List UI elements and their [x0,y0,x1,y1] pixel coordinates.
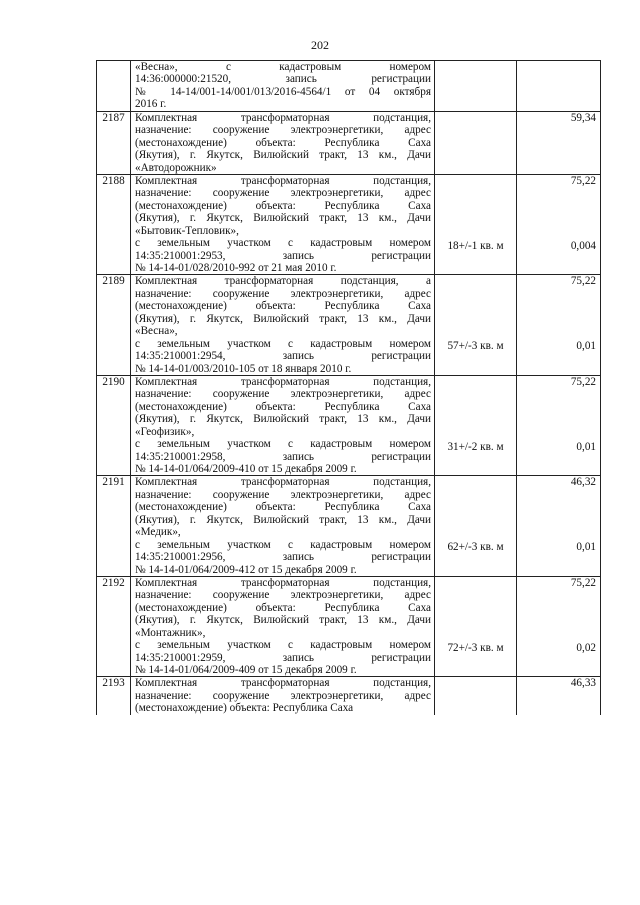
description-line: «Монтажник», [135,626,206,639]
table-row [97,476,601,577]
description-line: (Якутия), г. Якутск, Вилюйский тракт, 13 км., Дачи [135,212,431,225]
description-line: «Геофизик», [135,425,195,438]
land-area: 31+/-2 кв. м [447,440,504,453]
description-line: № 14-14-01/064/2009-412 от 15 декабря 2009 г. [135,563,357,576]
value-cell [517,111,601,174]
value-cell [517,375,601,476]
row-number: 2193 [97,677,131,715]
description-line: назначение: сооружение электроэнергетики, адрес [135,287,431,300]
description-line: (местонахождение) объекта: Республика Саха [135,300,431,313]
table-row [97,677,601,715]
table-row [97,576,601,677]
value-top: 75,22 [570,375,596,388]
table-row [97,61,601,112]
description-line: 14:35:210001:2953, запись регистрации [135,249,431,262]
description-line: (местонахождение) объекта: Республика Саха [135,501,431,514]
value-cell [517,677,601,715]
land-area-cell [435,61,517,112]
description-line: с земельным участком с кадастровым номером [135,438,431,451]
description-line: с земельным участком с кадастровым номером [135,337,431,350]
row-number: 2191 [97,476,131,577]
object-description [131,174,435,275]
object-description [131,111,435,174]
description-line: Комплектная трансформаторная подстанция, [135,111,431,124]
description-line: (Якутия), г. Якутск, Вилюйский тракт, 13 км., Дачи [135,513,431,526]
description-line: назначение: сооружение электроэнергетики, адрес [135,689,431,702]
object-description [131,61,435,112]
object-description [131,375,435,476]
table-row [97,111,601,174]
description-line: (Якутия), г. Якутск, Вилюйский тракт, 13 км., Дачи [135,614,431,627]
value-bottom: 0,01 [576,541,596,554]
value-cell [517,476,601,577]
object-description [131,476,435,577]
table-row [97,174,601,275]
land-area-cell [435,375,517,476]
land-area: 72+/-3 кв. м [447,641,504,654]
value-cell [517,61,601,112]
registry-table [96,60,601,715]
value-cell [517,275,601,376]
value-bottom: 0,01 [576,340,596,353]
description-line: (Якутия), г. Якутск, Вилюйский тракт, 13 км., Дачи [135,312,431,325]
description-line: Комплектная трансформаторная подстанция, [135,677,431,690]
table-row [97,375,601,476]
land-area-cell [435,677,517,715]
description-line: назначение: сооружение электроэнергетики, адрес [135,388,431,401]
description-line: Комплектная трансформаторная подстанция, а [135,275,431,288]
land-area-cell [435,576,517,677]
description-line: (местонахождение) объекта: Республика Саха [135,136,431,149]
registry-table-body [97,61,601,715]
value-top: 75,22 [570,275,596,288]
description-line: Комплектная трансформаторная подстанция, [135,476,431,489]
description-line: назначение: сооружение электроэнергетики, адрес [135,488,431,501]
description-line: назначение: сооружение электроэнергетики, адрес [135,124,431,137]
value-cell [517,174,601,275]
land-area: 57+/-3 кв. м [447,340,504,353]
description-line: (местонахождение) объекта: Республика Саха [135,400,431,413]
description-line: Комплектная трансформаторная подстанция, [135,174,431,187]
description-line: 14:35:210001:2959, запись регистрации [135,651,431,664]
description-line: «Автодорожник» [135,161,217,174]
row-number [97,61,131,112]
description-line: 14:35:210001:2958, запись регистрации [135,450,431,463]
land-area-cell [435,174,517,275]
description-line: «Весна», [135,325,178,338]
description-line: № 14-14-01/064/2009-410 от 15 декабря 2009 г. [135,463,357,475]
table-row [97,275,601,376]
value-top: 59,34 [570,111,596,124]
description-line: 14:35:210001:2954, запись регистрации [135,350,431,363]
value-cell [517,576,601,677]
value-top: 46,33 [570,677,596,690]
land-area-cell [435,275,517,376]
row-number: 2189 [97,275,131,376]
description-line: назначение: сооружение электроэнергетики, адрес [135,589,431,602]
value-bottom: 0,004 [570,239,596,252]
description-line: Комплектная трансформаторная подстанция, [135,375,431,388]
description-line: с земельным участком с кадастровым номером [135,639,431,652]
description-line: назначение: сооружение электроэнергетики, адрес [135,187,431,200]
object-description [131,275,435,376]
row-number: 2192 [97,576,131,677]
value-top: 75,22 [570,576,596,589]
land-area: 62+/-3 кв. м [447,541,504,554]
description-line: № 14-14/001-14/001/013/2016-4564/1 от 04 октября [135,85,431,98]
description-line: с земельным участком с кадастровым номером [135,237,431,250]
description-line: 14:35:210001:2956, запись регистрации [135,551,431,564]
description-line: 2016 г. [135,98,167,111]
description-line: «Медик», [135,526,181,539]
row-number: 2190 [97,375,131,476]
value-bottom: 0,01 [576,440,596,453]
description-line: (местонахождение) объекта: Республика Саха [135,702,354,715]
page-number: 202 [311,38,329,52]
land-area-cell [435,476,517,577]
row-number: 2188 [97,174,131,275]
value-bottom: 0,02 [576,641,596,654]
description-line: «Весна», с кадастровым номером [135,61,431,73]
description-line: (местонахождение) объекта: Республика Саха [135,199,431,212]
object-description [131,677,435,715]
land-area-cell [435,111,517,174]
description-line: № 14-14-01/028/2010-992 от 21 мая 2010 г. [135,262,337,274]
value-top: 75,22 [570,174,596,187]
description-line: «Бытовик-Тепловик», [135,224,239,237]
object-description [131,576,435,677]
description-line: (Якутия), г. Якутск, Вилюйский тракт, 13 км., Дачи [135,413,431,426]
description-line: (Якутия), г. Якутск, Вилюйский тракт, 13 км., Дачи [135,149,431,162]
description-line: Комплектная трансформаторная подстанция, [135,576,431,589]
description-line: с земельным участком с кадастровым номером [135,538,431,551]
value-top: 46,32 [570,476,596,489]
land-area: 18+/-1 кв. м [447,239,504,252]
description-line: 14:36:000000:21520, запись регистрации [135,73,431,86]
description-line: (местонахождение) объекта: Республика Саха [135,601,431,614]
description-line: № 14-14-01/064/2009-409 от 15 декабря 2009 г. [135,664,357,676]
description-line: № 14-14-01/003/2010-105 от 18 января 2010 г. [135,362,352,375]
row-number: 2187 [97,111,131,174]
